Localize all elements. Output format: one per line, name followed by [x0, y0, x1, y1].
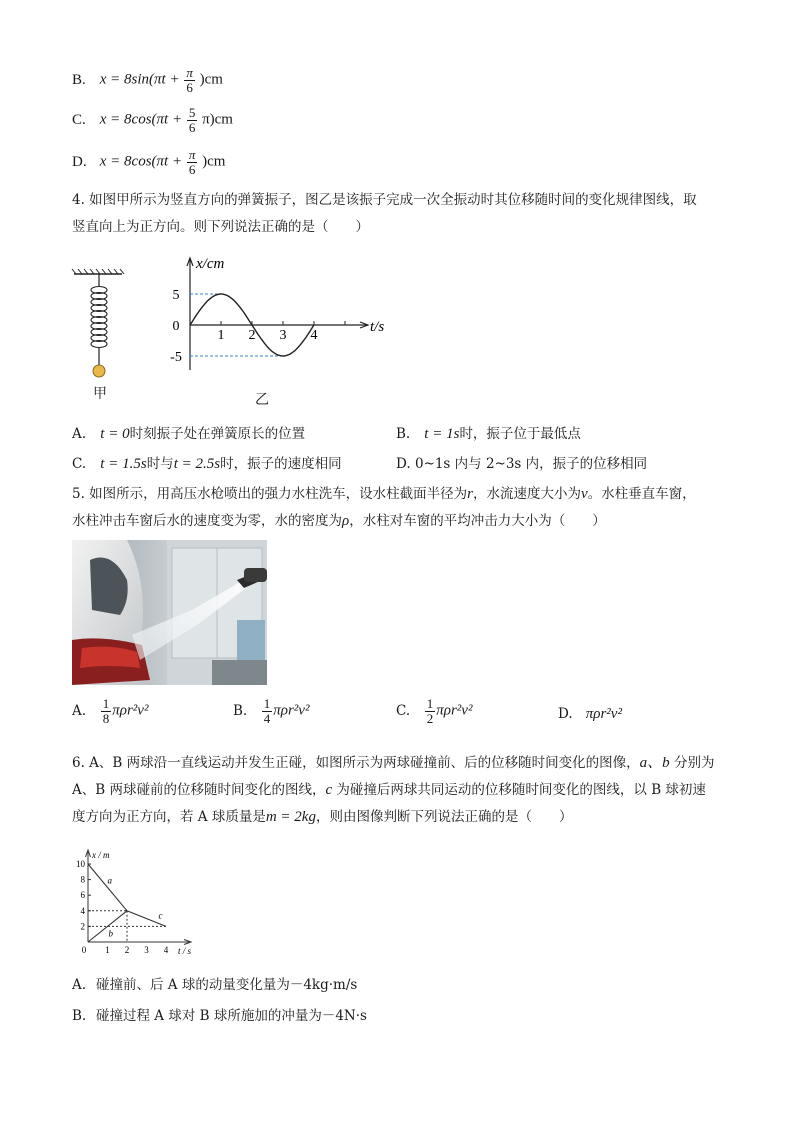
x-tick-label: 0 — [81, 945, 87, 955]
q5-line-2: 水柱冲击车窗后水的速度变为零，水的密度为ρ，水柱对车窗的平均冲击力大小为（ ） — [72, 513, 606, 529]
fig-jia-label: 甲 — [93, 386, 107, 402]
oscillator-ball — [93, 365, 105, 377]
option-label: B. — [72, 71, 86, 88]
q4-option-d — [396, 452, 647, 472]
q3-option-d — [72, 148, 225, 176]
x-tick-label: 1 — [217, 328, 225, 343]
q5-stem — [72, 481, 722, 535]
x-tick-label: 1 — [105, 945, 110, 955]
q4-option-b: B. t = 1s时，振子位于最低点 — [396, 426, 581, 442]
series-label: c — [158, 910, 163, 921]
y-tick-label: -5 — [170, 350, 182, 365]
option-text-mid: 时与 — [146, 456, 174, 472]
option-text: 时刻振子处在弹簧原长的位置 — [129, 426, 306, 442]
q3-option-b — [72, 66, 223, 94]
fraction: $\frac{\pi}{6}$ — [188, 147, 196, 177]
q6-stem — [72, 750, 732, 831]
formula-suffix: )cm — [199, 71, 223, 88]
q6-option-b: B. 碰撞过程 A 球对 B 球所施加的冲量为－4N·s — [72, 1008, 367, 1024]
option-text: 碰撞过程 A 球对 B 球所施加的冲量为－4N·s — [96, 1008, 367, 1024]
option-text: 0~1s 内与 2~3s 内，振子的位移相同 — [414, 456, 648, 472]
q4-line-2: 竖直向上为正方向。则下列说法正确的是（ ） — [72, 219, 369, 235]
q6-line-2: A、B 两球碰前的位移随时间变化的图线，c 为碰撞后两球共同运动的位移随时间变化的图线，以 B 球初速 — [72, 782, 706, 798]
y-tick-label: 0 — [172, 319, 180, 334]
option-label: D. — [72, 153, 87, 170]
y-tick-label: 8 — [80, 874, 85, 885]
q5-option-a: A. $\frac{1}{8}$ πρr²v² — [72, 696, 149, 726]
q6-option-a: A. 碰撞前、后 A 球的动量变化量为－4kg·m/s — [72, 977, 358, 993]
formula-suffix: )cm — [202, 153, 226, 170]
q6-line-3: 度方向为正方向，若 A 球质量是m = 2kg，则由图像判断下列说法正确的是（ ） — [72, 809, 573, 825]
q4-option-c: C. t = 1.5s时与t = 2.5s时，振子的速度相同 — [72, 456, 342, 472]
q5-option-c: C. $\frac{1}{2}$ πρr²v² — [396, 696, 473, 726]
q4-stem — [72, 187, 722, 241]
formula-prefix: x = 8sin(πt + — [99, 71, 180, 88]
x-tick-label: 3 — [279, 328, 287, 343]
option-text: 时，振子位于最低点 — [459, 426, 581, 442]
y-tick-label: 2 — [80, 921, 85, 932]
fraction: $\frac{\pi}{6}$ — [186, 65, 193, 95]
fig-yi-label: 乙 — [255, 392, 269, 408]
x-axis-label: t / s — [178, 946, 192, 956]
option-text: D. — [396, 456, 411, 472]
displacement-time-graph — [160, 252, 400, 377]
option-math: t = 0 — [100, 426, 130, 442]
formula-prefix: x = 8cos(πt + — [99, 111, 183, 128]
q5-line-1: 5. 如图所示，用高压水枪喷出的强力水柱洗车，设水柱截面半径为r，水流速度大小为v。水柱垂直车窗， — [72, 486, 696, 502]
x-tick-label: 2 — [248, 328, 256, 343]
formula-suffix: π)cm — [202, 111, 233, 128]
y-axis-label: x / m — [92, 850, 110, 860]
x-tick-label: 2 — [124, 945, 130, 955]
series-label: a — [107, 875, 112, 886]
series-line-a — [88, 864, 127, 911]
option-math: t = 1s — [424, 426, 460, 442]
x-tick-label: 4 — [163, 945, 169, 955]
option-label: C. — [72, 111, 86, 128]
y-tick-label: 5 — [172, 288, 180, 303]
x-axis-label: t/s — [370, 319, 385, 335]
q5-option-d: D. πρr²v² — [558, 706, 622, 722]
q4-option-a: A. t = 0时刻振子处在弹簧原长的位置 — [72, 426, 306, 442]
y-tick-label: 4 — [80, 905, 85, 916]
option-math-2: t = 2.5s — [173, 456, 221, 472]
x-tick-label: 3 — [144, 945, 149, 955]
x-tick-label: 4 — [310, 328, 318, 343]
y-tick-label: 6 — [80, 890, 85, 901]
series-label: b — [108, 928, 113, 939]
collision-position-time-graph — [72, 846, 202, 961]
car-wash-photo — [72, 540, 267, 685]
q4-line-1: 4. 如图甲所示为竖直方向的弹簧振子，图乙是该振子完成一次全振动时其位移随时间的变化规律图线，取 — [72, 192, 697, 208]
fraction: $\frac{5}{6}$ — [188, 105, 196, 135]
option-text: 碰撞前、后 A 球的动量变化量为－4kg·m/s — [96, 977, 358, 993]
y-axis-label: x/cm — [196, 256, 225, 272]
option-text: 时，振子的速度相同 — [220, 456, 342, 472]
option-math-1: t = 1.5s — [100, 456, 147, 472]
y-tick-label: 10 — [76, 859, 85, 869]
q5-option-b: B. $\frac{1}{4}$ πρr²v² — [233, 696, 310, 726]
q6-line-1: 6. A、B 两球沿一直线运动并发生正碰，如图所示为两球碰撞前、后的位移随时间变化的图像，a、b 分别为 — [72, 755, 715, 771]
formula-prefix: x = 8cos(πt + — [99, 153, 183, 170]
q3-option-c — [72, 106, 233, 134]
